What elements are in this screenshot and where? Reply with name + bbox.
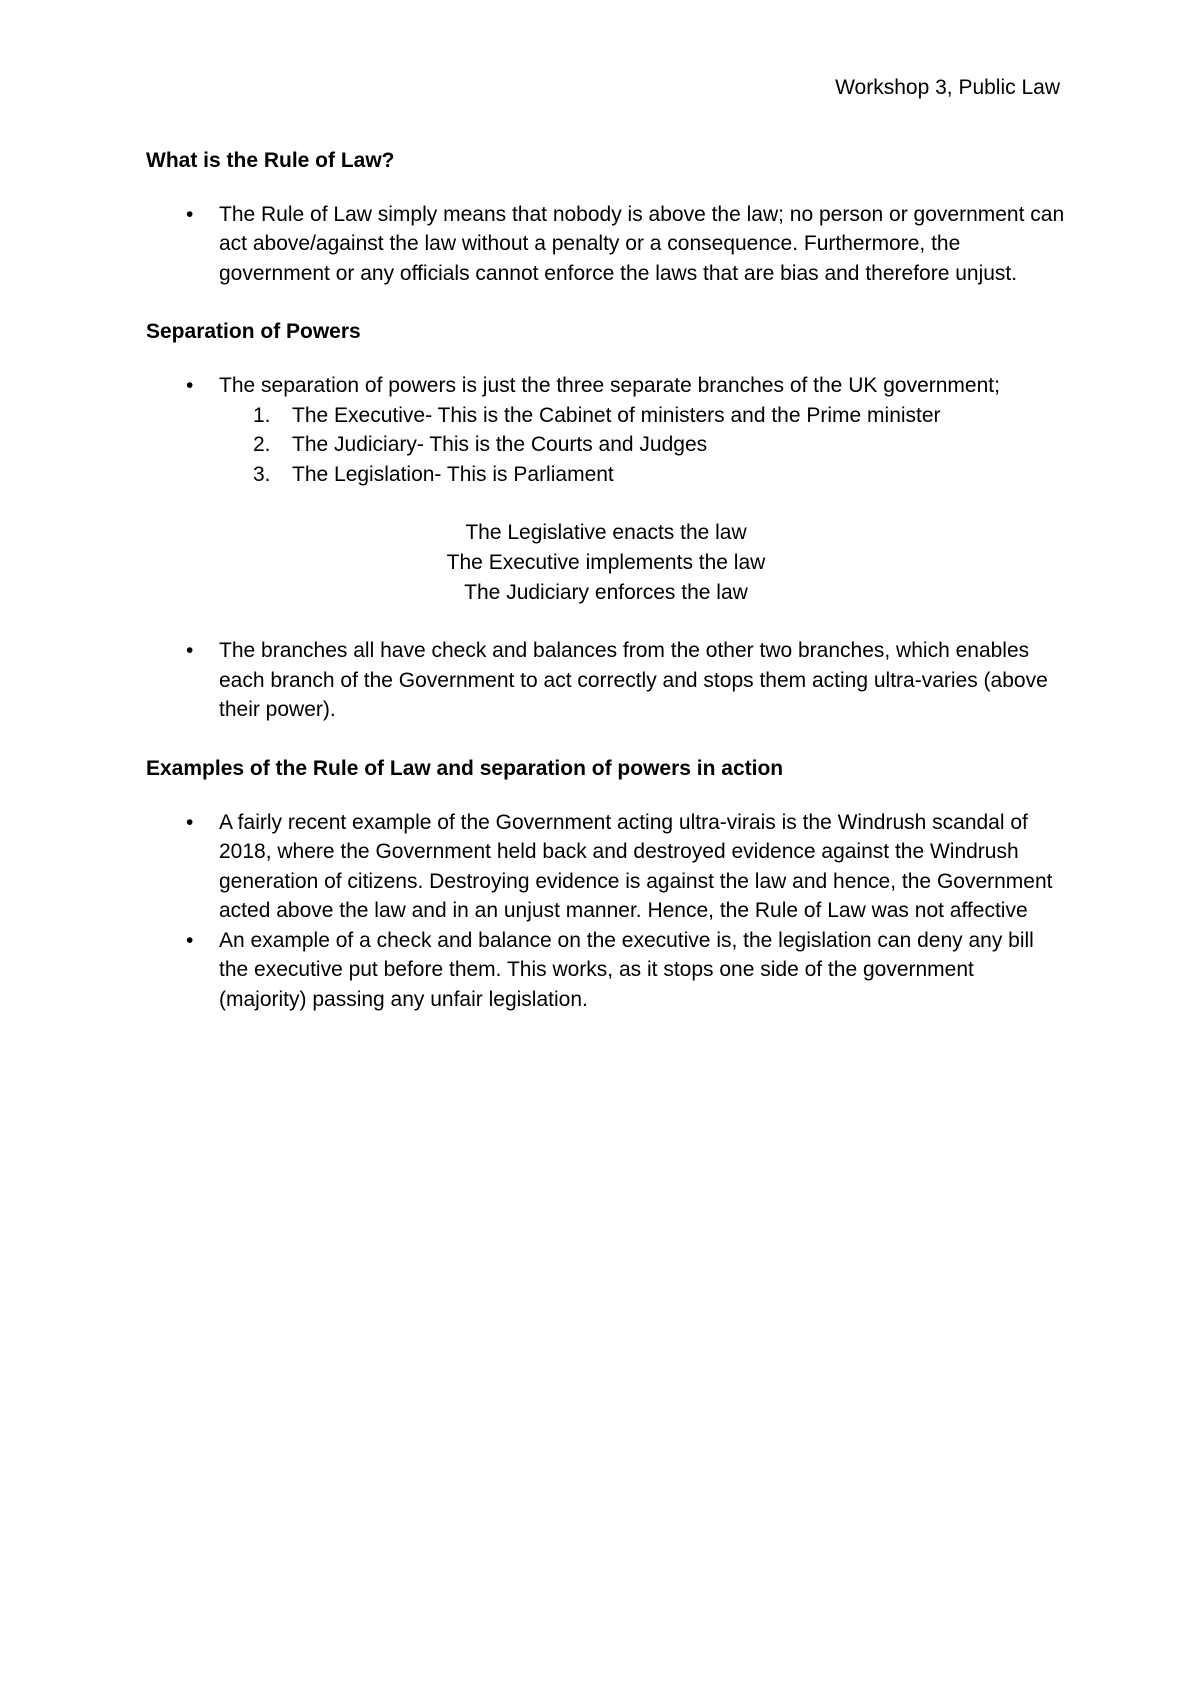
section-heading: Separation of Powers	[146, 320, 361, 344]
bullet-text: A fairly recent example of the Government acting ultra-virais is the Windrush scandal of 2018, where the Government held back and destroyed evidence against the Windrush generation of citizens. Destroying evidence is against the law and hence, the Government acted above the law and in an unjust manner. Hence, the Rule of Law was not affective	[219, 810, 1053, 923]
bullet-text: The separation of powers is just the three separate branches of the UK government;	[219, 373, 1000, 397]
centered-summary	[146, 518, 1066, 607]
item-number: 2.	[253, 433, 271, 457]
document-body	[146, 146, 1066, 1044]
item-text: The Legislation- This is Parliament	[292, 462, 614, 486]
bullet-icon: •	[186, 810, 194, 834]
section-heading: What is the Rule of Law?	[146, 149, 395, 172]
list-item	[146, 371, 1066, 401]
list-item	[146, 808, 1066, 926]
numbered-list	[146, 401, 1066, 490]
bullet-icon: •	[186, 202, 194, 226]
bullet-icon: •	[186, 928, 194, 952]
bullet-list	[146, 636, 1066, 725]
section-examples	[146, 754, 1066, 1015]
bullet-list	[146, 808, 1066, 1015]
bullet-list	[146, 371, 1066, 401]
bullet-icon: •	[186, 639, 194, 663]
list-item	[146, 200, 1066, 289]
bullet-list	[146, 200, 1066, 289]
bullet-icon: •	[186, 373, 194, 397]
item-number: 1.	[253, 403, 271, 427]
numbered-item	[146, 430, 1066, 460]
item-text: The Judiciary- This is the Courts and Judges	[292, 433, 708, 457]
centered-line: The Legislative enacts the law	[465, 521, 747, 545]
centered-line: The Judiciary enforces the law	[464, 580, 748, 604]
numbered-item	[146, 460, 1066, 490]
section-rule-of-law	[146, 146, 1066, 288]
list-item	[146, 926, 1066, 1015]
page-header-title: Workshop 3, Public Law	[835, 76, 1060, 99]
item-number: 3.	[253, 462, 271, 486]
bullet-text: The Rule of Law simply means that nobody is above the law; no person or government can act above/against the law without a penalty or a consequence. Furthermore, the government or any officials cannot enforce the laws that are bias and therefore unjust.	[219, 202, 1065, 285]
numbered-item	[146, 401, 1066, 431]
list-item	[146, 636, 1066, 725]
section-heading: Examples of the Rule of Law and separation of powers in action	[146, 756, 784, 780]
bullet-text: The branches all have check and balances from the other two branches, which enables each branch of the Government to act correctly and stops them acting ultra-varies (above their power).	[219, 639, 1048, 722]
centered-line: The Executive implements the law	[446, 550, 766, 574]
section-separation-of-powers	[146, 317, 1066, 725]
bullet-text: An example of a check and balance on the executive is, the legislation can deny any bill the executive put before them. This works, as it stops one side of the government (majority) passing any unfair legislation.	[219, 928, 1034, 1012]
item-text: The Executive- This is the Cabinet of ministers and the Prime minister	[292, 403, 941, 427]
